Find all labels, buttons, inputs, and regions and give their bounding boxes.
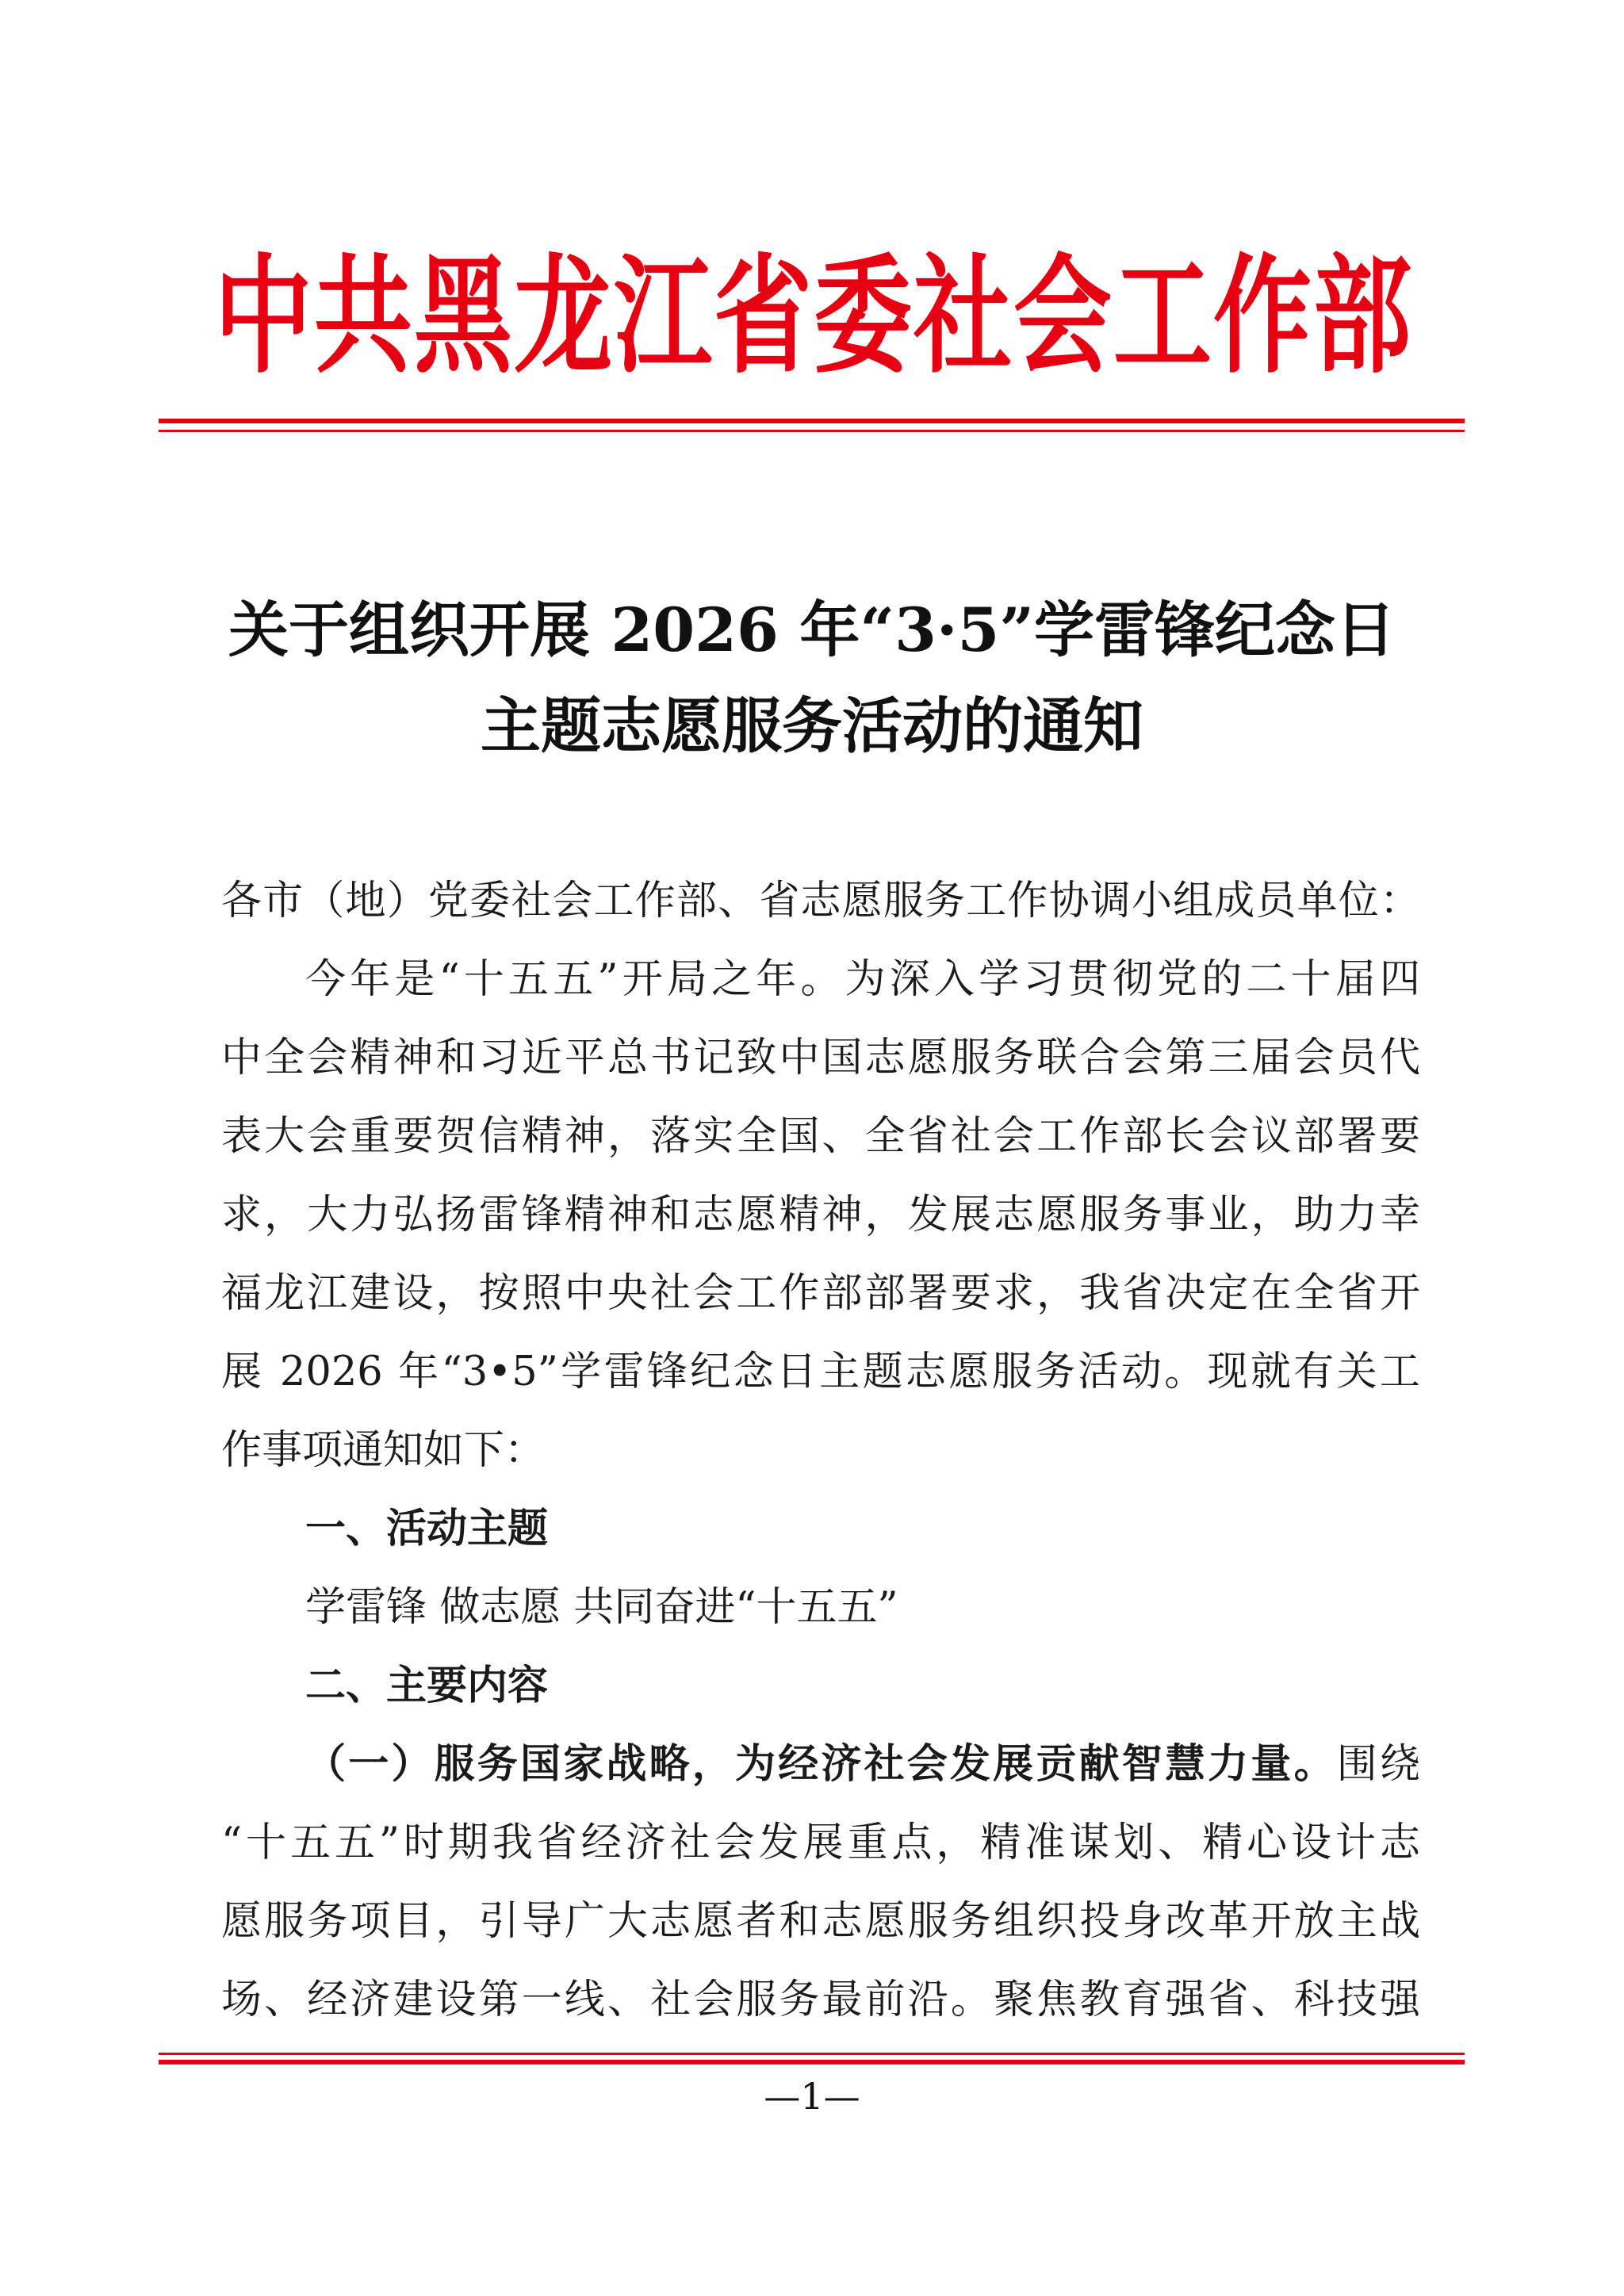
- issuing-organization-header: 中共黑龙江省委社会工作部: [214, 242, 1411, 392]
- activity-theme: 学雷锋 做志愿 共同奋进“十五五”: [305, 1584, 898, 1631]
- item-1-line: “十五五”时期我省经济社会发展重点，精准谋划、精心设计志: [221, 1820, 1420, 1866]
- item-1-lead-text: 围绕: [1336, 1741, 1420, 1788]
- section-2-heading: 二、主要内容: [305, 1663, 549, 1709]
- item-1-heading: （一）服务国家战略，为经济社会发展贡献智慧力量。: [305, 1740, 1337, 1788]
- document-title-line-1: 关于组织开展 2026 年“3·5”学雷锋纪念日: [228, 595, 1396, 665]
- intro-line: 展 2026 年“3•5”学雷锋纪念日主题志愿服务活动。现就有关工: [221, 1349, 1420, 1395]
- document-body: [221, 862, 1420, 2039]
- intro-line: 今年是“十五五”开局之年。为深入学习贯彻党的二十届四: [305, 956, 1420, 1003]
- intro-line: 求，大力弘扬雷锋精神和志愿精神，发展志愿服务事业，助力幸: [221, 1192, 1420, 1238]
- header-rule-thin: [159, 430, 1465, 432]
- document-title-line-2: 主题志愿服务活动的通知: [481, 691, 1143, 761]
- intro-line: 表大会重要贺信精神，落实全国、全省社会工作部长会议部署要: [221, 1113, 1420, 1160]
- intro-line: 中全会精神和习近平总书记致中国志愿服务联合会第三届会员代: [221, 1035, 1420, 1081]
- footer-rule-thick: [159, 2060, 1465, 2064]
- page-number: —1—: [764, 2075, 860, 2118]
- footer-rule-thin: [159, 2053, 1465, 2055]
- item-1-first-line: [221, 1725, 1420, 1804]
- item-1-line: 场、经济建设第一线、社会服务最前沿。聚焦教育强省、科技强: [221, 1976, 1420, 2023]
- salutation: 各市（地）党委社会工作部、省志愿服务工作协调小组成员单位：: [221, 878, 1420, 924]
- item-1-line: 愿服务项目，引导广大志愿者和志愿服务组织投身改革开放主战: [221, 1898, 1420, 1945]
- header-rule-thick: [159, 419, 1465, 423]
- intro-line: 福龙江建设，按照中央社会工作部部署要求，我省决定在全省开: [221, 1270, 1420, 1317]
- intro-line: 作事项通知如下：: [221, 1427, 546, 1474]
- section-1-heading: 一、活动主题: [305, 1506, 549, 1552]
